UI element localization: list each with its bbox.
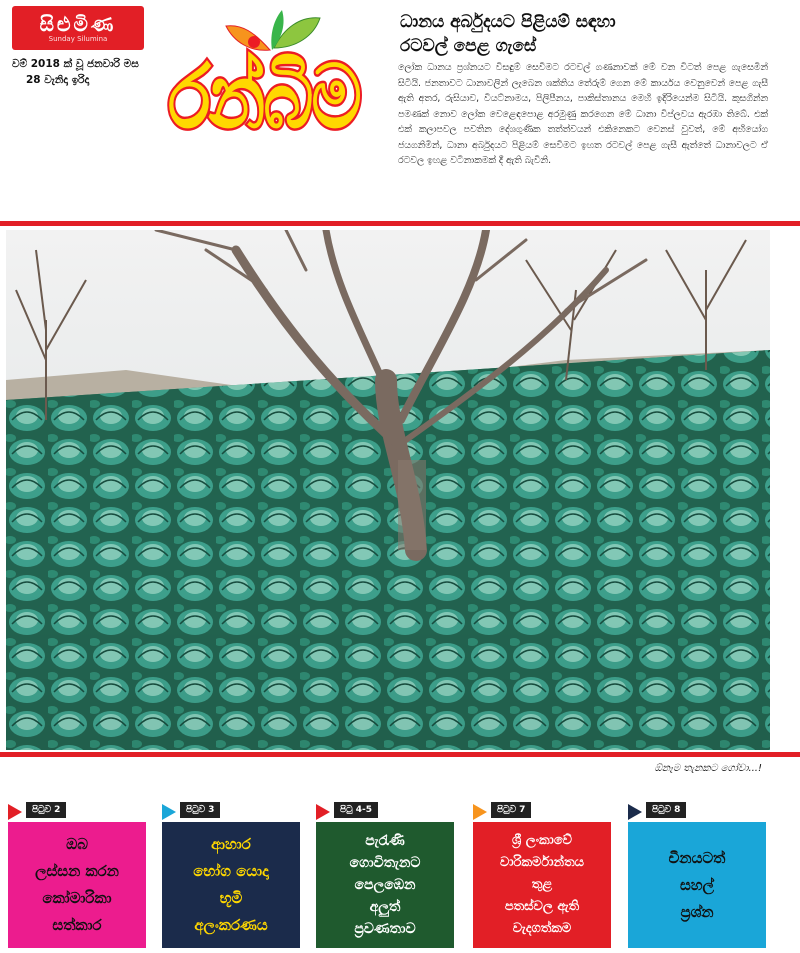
issue-date — [12, 56, 152, 88]
teaser-line: ප්‍රශ්න — [680, 902, 714, 921]
teaser-line: සත්කාර — [52, 916, 102, 934]
teaser-line: ඔබ — [66, 835, 88, 853]
tag-arrow-icon — [8, 804, 22, 820]
teaser-line: ආහාර — [211, 835, 251, 853]
teaser-page-2[interactable] — [8, 800, 146, 948]
headline-line-1: ධානය අර්බුදයට පිළියම් සඳහා — [400, 12, 616, 32]
masthead-name: සිළුමිණ — [39, 11, 117, 36]
masthead-logo — [12, 6, 144, 50]
teaser-line: භෝග යොදා — [193, 862, 269, 880]
teaser-box[interactable] — [316, 822, 454, 948]
teaser-box[interactable] — [473, 822, 611, 948]
tag-arrow-icon — [473, 804, 487, 820]
teaser-box[interactable] — [8, 822, 146, 948]
teaser-line: සහල් — [679, 875, 715, 894]
teaser-page-tag: පිටුව 2 — [26, 802, 66, 818]
teaser-page-tag: පිටු 4-5 — [334, 802, 378, 818]
teaser-line: ශ්‍රී ලංකාවේ — [511, 833, 573, 848]
masthead-subtitle: Sunday Silumina — [48, 34, 108, 43]
teaser-page-tag: පිටුව 3 — [180, 802, 220, 818]
article-lead: ලෝක ධානය ප්‍රශ්නයට විසඳුම් සෙවීමට රටවල් ගණනාවක් මේ වන විටත් පෙළ ගැසෙමින් සිටියි. ජනතාවට ධානාවලින් ලැබෙන ශක්තිය තේරුම් ගෙන මේ කාර්යය වෙනුවෙන් පෙළ ගැසී ඇති අතර, රුසියාව, වියට්නාමය, පිලිපීනය, පාකිස්තානය මෙහි ඉදිරියෙන්ම සිටියි. කුසගින්න පමණක් නොව ලෝක වෙළෙඳපොළ අරමුණු කරගෙන මේ ධානා විප්ලවය ඇරඹා තිබේ. එක් එක් කලාපවල පවතින දේශගුණික තත්ත්වයන් එකිනෙකට වෙනස් වුවත්, මේ අභියෝග ජයගනිමින්, ධානා අර්බුදයට පිළියම් සෙවීමට ඉහත රටවල් පෙළ ගැසී ඇත්තේ ධානාවලට ඒ රටවල ඉහළ වටිනාකමක් දී ඇති බැවිනි. — [398, 62, 768, 166]
teaser-page-3[interactable] — [162, 800, 300, 948]
issue-date-line-2: 28 වැනිදා ඉරිදා — [26, 74, 90, 86]
supplement-logo — [150, 2, 370, 188]
teaser-line: කෝමාරිකා — [42, 889, 112, 907]
teaser-page-tag: පිටුව 8 — [646, 802, 686, 818]
teaser-line: ලස්සන කරන — [35, 862, 119, 880]
teaser-line: භූමි — [219, 889, 243, 907]
cabbage-field-photo — [6, 230, 770, 750]
bottom-rule — [0, 752, 800, 757]
teaser-page-4-5[interactable] — [316, 800, 454, 948]
teaser-line: පෙලඹෙන — [354, 877, 416, 893]
teaser-box[interactable] — [628, 822, 766, 948]
teaser-line: අලුත් — [369, 899, 401, 915]
teaser-line: ප්‍රවණතාව — [354, 921, 416, 937]
tag-arrow-icon — [316, 804, 330, 820]
teaser-line: අලංකරණය — [194, 916, 268, 934]
tag-arrow-icon — [162, 804, 176, 820]
teaser-page-tag: පිටුව 7 — [491, 802, 531, 818]
teaser-line: වැදගත්කම — [512, 921, 572, 936]
article-headline — [400, 10, 790, 58]
teaser-line: තුළ — [531, 877, 553, 892]
teaser-line: වාරිකර්මාන්තය — [500, 855, 584, 870]
teaser-box[interactable] — [162, 822, 300, 948]
headline-line-2: රටවල් පෙළ ගැසේ — [400, 36, 537, 56]
teaser-line: පැරැණි — [365, 833, 405, 849]
teaser-page-8[interactable] — [628, 800, 766, 948]
teaser-line: ගොවිතැනට — [349, 855, 421, 871]
top-rule — [0, 221, 800, 226]
teaser-line: චීනයටත් — [668, 848, 726, 867]
issue-date-line-1: වම් 2018 ක් වූ ජනවාරි මස — [12, 58, 139, 70]
cabbage-field-image — [6, 230, 770, 750]
tag-arrow-icon — [628, 804, 642, 820]
teaser-line: පතස්වල ඇති — [504, 899, 580, 914]
supplement-title: රන්බිම — [168, 45, 360, 149]
teaser-page-7[interactable] — [473, 800, 611, 948]
photo-caption: ඕනෑම තැනකට ගෝවා...! — [654, 763, 762, 774]
